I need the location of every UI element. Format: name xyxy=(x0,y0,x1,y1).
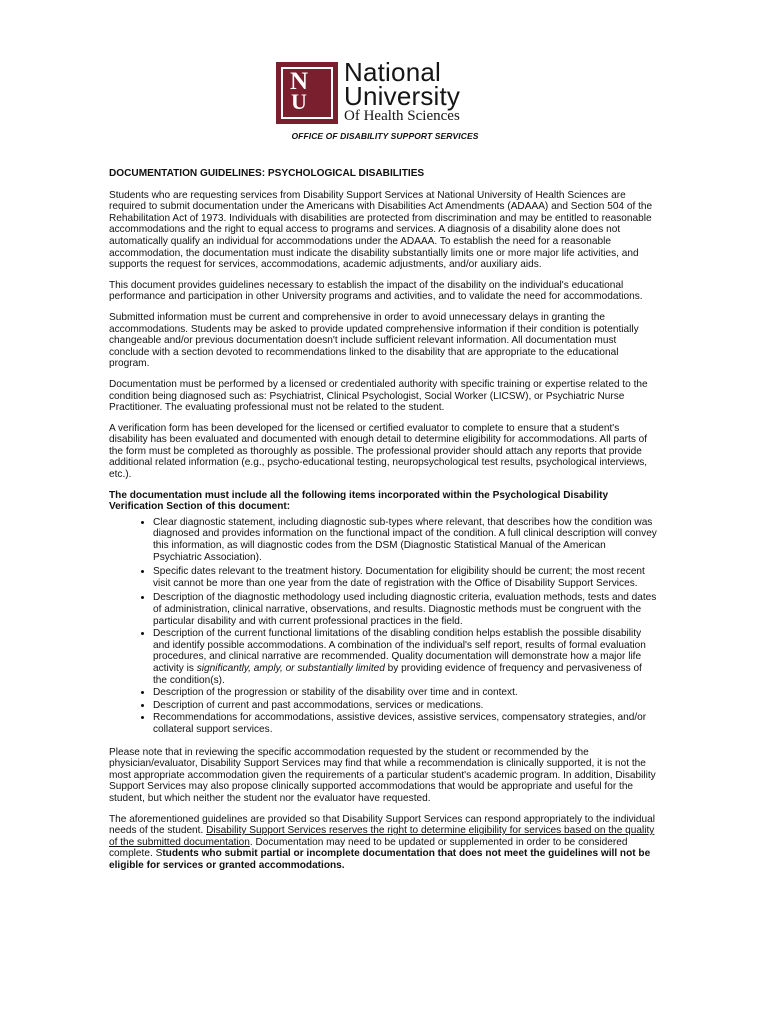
document-heading: DOCUMENTATION GUIDELINES: PSYCHOLOGICAL DISABILITIES xyxy=(109,168,425,179)
list-intro: The documentation must include all the following items incorporated within the Psychological Disability Verification Section of this document: xyxy=(109,489,609,513)
document-body xyxy=(109,168,657,880)
requirements-list xyxy=(109,517,657,736)
list-item-text: by providing evidence of frequency and pervasiveness of the condition(s). xyxy=(153,662,642,686)
logo-letter-u: U xyxy=(291,89,307,114)
paragraph-verification-form: A verification form has been developed for the licensed or certified evaluator to complete to ensure that a student's disability has been evaluated and documented with enough detail to determine eligibility for accommodations. All parts of the form must be completed as thoroughly as possible. The professional provider should attach any reports that provide additional related information (e.g., psycho-educational testing, neuropsychological test results, psychological interviews, etc.). xyxy=(109,422,648,481)
closing-text: . Documentation may need to be updated or supplemented in order to be considered complete. S xyxy=(109,836,628,860)
list-item: • Description of the diagnostic methodology used including diagnostic criteria, evaluation methods, tests and dates of administration, clinical narrative, observations, and results. Diagnostic methods must be congruent with the particular disability and with current professional practices in the field. xyxy=(153,592,657,627)
list-item xyxy=(153,628,657,686)
list-item: • Description of the progression or stability of the disability over time and in context. xyxy=(153,687,657,699)
paragraph-closing xyxy=(109,814,657,872)
paragraph-note: Please note that in reviewing the specific accommodation requested by the student or recommended by the physician/evaluator, Disability Support Services may find that while a recommendation is clinically supported, it is not the most appropriate accommodation given the requirements of a particular student's academic program. In addition, Disability Support Services may also propose clinically supported accommodations that would be appropriate and useful for the student, but which neither the student nor the evaluator have requested. xyxy=(109,746,656,804)
closing-bold-text: tudents who submit partial or incomplete documentation that does not meet the guidelines will not be eligible for services or granted accommodations. xyxy=(109,848,651,871)
closing-underlined-text: Disability Support Services reserves the right to determine eligibility for services based on the quality of the submitted documentation xyxy=(109,825,655,848)
list-item: • Description of current and past accommodations, services or medications. xyxy=(153,700,657,712)
list-item-text: Description of the current functional limitations of the disabling condition helps establish the possible disability and identify possible accommodations. A combination of the individual's self report, results of formal evaluation procedures, and clinical narrative are recommended. Quality documentation will demonstrate how a major life activity is xyxy=(153,628,646,674)
logo-line-national: National xyxy=(344,57,441,87)
paragraph-intro: Students who are requesting services from Disability Support Services at National University of Health Sciences are required to submit documentation under the Americans with Disabilities Act Amendments (ADAAA) and Section 504 of the Rehabilitation Act of 1973. Individuals with disabilities are protected from discrimination and may be entitled to reasonable accommodations and the right to equal access to programs and services. A diagnosis of a disability alone does not automatically qualify an individual for accommodations under the ADAAA. To establish the need for a reasonable accommodation, the documentation must indicate the disability substantially limits one or more major life activities, and supports the request for services, accommodations, academic adjustments, and/or auxiliary aids. xyxy=(109,189,653,271)
nu-monogram-logo xyxy=(276,62,338,124)
emphasis-text: significantly, amply, or substantially limited xyxy=(196,662,385,674)
logo-letter-n: N xyxy=(290,68,309,95)
logo-line-health-sciences: Of Health Sciences xyxy=(344,108,460,124)
list-item: • Clear diagnostic statement, including diagnostic sub-types where relevant, that describes how the condition was diagnosed and provides information on the functional impact of the condition. A full clinical description will convey this information, as will diagnostic codes from the DSM (Diagnostic Statistical Manual of the American Psychiatric Association). xyxy=(153,517,657,563)
paragraph-purpose: This document provides guidelines necessary to establish the impact of the disability on the individual's educational performance and participation in other University programs and activities, and to validate the need for accommodations. xyxy=(109,279,643,303)
paragraph-evaluator: Documentation must be performed by a licensed or credentialed authority with specific training or expertise related to the condition being diagnosed such as: Psychiatrist, Clinical Psychologist, Social Worker (LICSW), or Psychiatric Nurse Practitioner. The evaluating professional must not be related to the student. xyxy=(109,378,648,414)
office-title: OFFICE OF DISABILITY SUPPORT SERVICES xyxy=(291,131,479,141)
university-logo xyxy=(276,58,506,128)
list-item: • Specific dates relevant to the treatment history. Documentation for eligibility should be current; the most recent visit cannot be more than one year from the date of registration with the Office of Disability Support Services. xyxy=(153,566,657,589)
paragraph-currency: Submitted information must be current and comprehensive in order to avoid unnecessary delays in granting the accommodations. Students may be asked to provide updated comprehensive information if their condition is potentially changeable and/or previous documentation doesn't include sufficient relevant information. All documentation must conclude with a section devoted to recommendations linked to the disability that are appropriate to the educational program. xyxy=(109,311,639,370)
list-item: • Recommendations for accommodations, assistive devices, assistive services, compensatory strategies, and/or collateral support services. xyxy=(153,712,657,735)
logo-line-university: University xyxy=(344,81,461,111)
closing-text: The aforementioned guidelines are provided so that Disability Support Services can respond appropriately to the individual needs of the student. xyxy=(109,813,655,837)
